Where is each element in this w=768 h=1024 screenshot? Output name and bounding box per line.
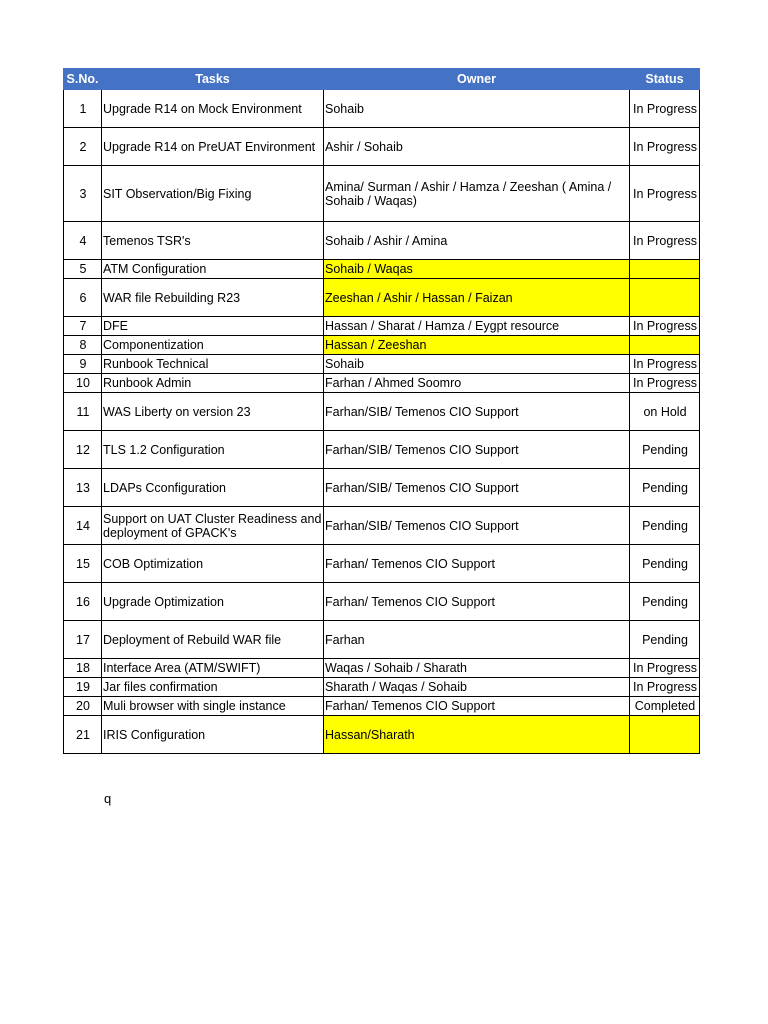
cell-owner: Farhan/ Temenos CIO Support	[324, 583, 630, 621]
cell-sno: 14	[64, 507, 102, 545]
cell-task: TLS 1.2 Configuration	[102, 431, 324, 469]
cell-sno: 5	[64, 260, 102, 279]
cell-sno: 16	[64, 583, 102, 621]
cell-task: Support on UAT Cluster Readiness and deployment of GPACK's	[102, 507, 324, 545]
cell-status: Pending	[630, 545, 700, 583]
cell-sno: 4	[64, 222, 102, 260]
cell-status	[630, 336, 700, 355]
cell-status	[630, 260, 700, 279]
table-row	[64, 128, 700, 166]
cell-owner: Sohaib / Ashir / Amina	[324, 222, 630, 260]
cell-sno: 12	[64, 431, 102, 469]
cell-task: Jar files confirmation	[102, 678, 324, 697]
cell-status: In Progress	[630, 222, 700, 260]
cell-status: Pending	[630, 431, 700, 469]
cell-owner: Farhan/SIB/ Temenos CIO Support	[324, 431, 630, 469]
table-row	[64, 621, 700, 659]
footer-note: q	[104, 791, 112, 806]
table-row	[64, 222, 700, 260]
cell-status: In Progress	[630, 166, 700, 222]
cell-status: In Progress	[630, 317, 700, 336]
cell-task: Upgrade Optimization	[102, 583, 324, 621]
cell-task: WAS Liberty on version 23	[102, 393, 324, 431]
table-row	[64, 393, 700, 431]
cell-owner: Sohaib / Waqas	[324, 260, 630, 279]
cell-sno: 13	[64, 469, 102, 507]
table-row	[64, 507, 700, 545]
cell-status: In Progress	[630, 659, 700, 678]
cell-owner: Farhan/SIB/ Temenos CIO Support	[324, 393, 630, 431]
cell-task: Deployment of Rebuild WAR file	[102, 621, 324, 659]
column-header-tasks: Tasks	[102, 69, 324, 90]
cell-status: In Progress	[630, 128, 700, 166]
cell-sno: 9	[64, 355, 102, 374]
table-header-row	[64, 69, 700, 90]
cell-sno: 19	[64, 678, 102, 697]
cell-task: ATM Configuration	[102, 260, 324, 279]
cell-status: Pending	[630, 507, 700, 545]
cell-sno: 18	[64, 659, 102, 678]
table-row	[64, 166, 700, 222]
cell-sno: 6	[64, 279, 102, 317]
column-header-sno: S.No.	[64, 69, 102, 90]
cell-sno: 20	[64, 697, 102, 716]
table-row	[64, 678, 700, 697]
table-row	[64, 583, 700, 621]
cell-owner: Waqas / Sohaib / Sharath	[324, 659, 630, 678]
table-row	[64, 90, 700, 128]
cell-sno: 17	[64, 621, 102, 659]
cell-status	[630, 279, 700, 317]
cell-task: Temenos TSR's	[102, 222, 324, 260]
cell-owner: Sohaib	[324, 90, 630, 128]
cell-task: Upgrade R14 on Mock Environment	[102, 90, 324, 128]
cell-owner: Hassan / Sharat / Hamza / Eygpt resource	[324, 317, 630, 336]
cell-owner: Farhan/SIB/ Temenos CIO Support	[324, 469, 630, 507]
cell-owner: Farhan/SIB/ Temenos CIO Support	[324, 507, 630, 545]
cell-status: Pending	[630, 583, 700, 621]
cell-sno: 2	[64, 128, 102, 166]
table-row	[64, 431, 700, 469]
column-header-status: Status	[630, 69, 700, 90]
table-row	[64, 659, 700, 678]
cell-task: DFE	[102, 317, 324, 336]
cell-owner: Farhan	[324, 621, 630, 659]
cell-sno: 8	[64, 336, 102, 355]
table-row	[64, 697, 700, 716]
table-row	[64, 355, 700, 374]
cell-status: In Progress	[630, 90, 700, 128]
cell-owner: Sohaib	[324, 355, 630, 374]
cell-owner: Hassan / Zeeshan	[324, 336, 630, 355]
cell-status: Completed	[630, 697, 700, 716]
cell-sno: 21	[64, 716, 102, 754]
table-row	[64, 336, 700, 355]
table-row	[64, 279, 700, 317]
cell-task: Componentization	[102, 336, 324, 355]
cell-status: Pending	[630, 621, 700, 659]
table-row	[64, 469, 700, 507]
cell-owner: Ashir / Sohaib	[324, 128, 630, 166]
cell-task: Interface Area (ATM/SWIFT)	[102, 659, 324, 678]
cell-owner: Zeeshan / Ashir / Hassan / Faizan	[324, 279, 630, 317]
cell-sno: 7	[64, 317, 102, 336]
cell-status: In Progress	[630, 374, 700, 393]
cell-sno: 11	[64, 393, 102, 431]
table-row	[64, 374, 700, 393]
cell-sno: 1	[64, 90, 102, 128]
cell-owner: Amina/ Surman / Ashir / Hamza / Zeeshan ( Amina / Sohaib / Waqas)	[324, 166, 630, 222]
cell-sno: 3	[64, 166, 102, 222]
cell-status: In Progress	[630, 355, 700, 374]
cell-sno: 15	[64, 545, 102, 583]
cell-owner: Farhan/ Temenos CIO Support	[324, 545, 630, 583]
cell-owner: Farhan / Ahmed Soomro	[324, 374, 630, 393]
cell-task: SIT Observation/Big Fixing	[102, 166, 324, 222]
cell-task: IRIS Configuration	[102, 716, 324, 754]
cell-status: In Progress	[630, 678, 700, 697]
cell-task: Runbook Technical	[102, 355, 324, 374]
table-row	[64, 260, 700, 279]
table-row	[64, 716, 700, 754]
cell-owner: Sharath / Waqas / Sohaib	[324, 678, 630, 697]
task-table	[63, 68, 700, 754]
cell-sno: 10	[64, 374, 102, 393]
table-row	[64, 317, 700, 336]
cell-owner: Farhan/ Temenos CIO Support	[324, 697, 630, 716]
cell-status: on Hold	[630, 393, 700, 431]
cell-task: Runbook Admin	[102, 374, 324, 393]
cell-status: Pending	[630, 469, 700, 507]
cell-owner: Hassan/Sharath	[324, 716, 630, 754]
cell-task: Muli browser with single instance	[102, 697, 324, 716]
cell-task: COB Optimization	[102, 545, 324, 583]
cell-status	[630, 716, 700, 754]
cell-task: Upgrade R14 on PreUAT Environment	[102, 128, 324, 166]
cell-task: LDAPs Cconfiguration	[102, 469, 324, 507]
column-header-owner: Owner	[324, 69, 630, 90]
table-row	[64, 545, 700, 583]
cell-task: WAR file Rebuilding R23	[102, 279, 324, 317]
